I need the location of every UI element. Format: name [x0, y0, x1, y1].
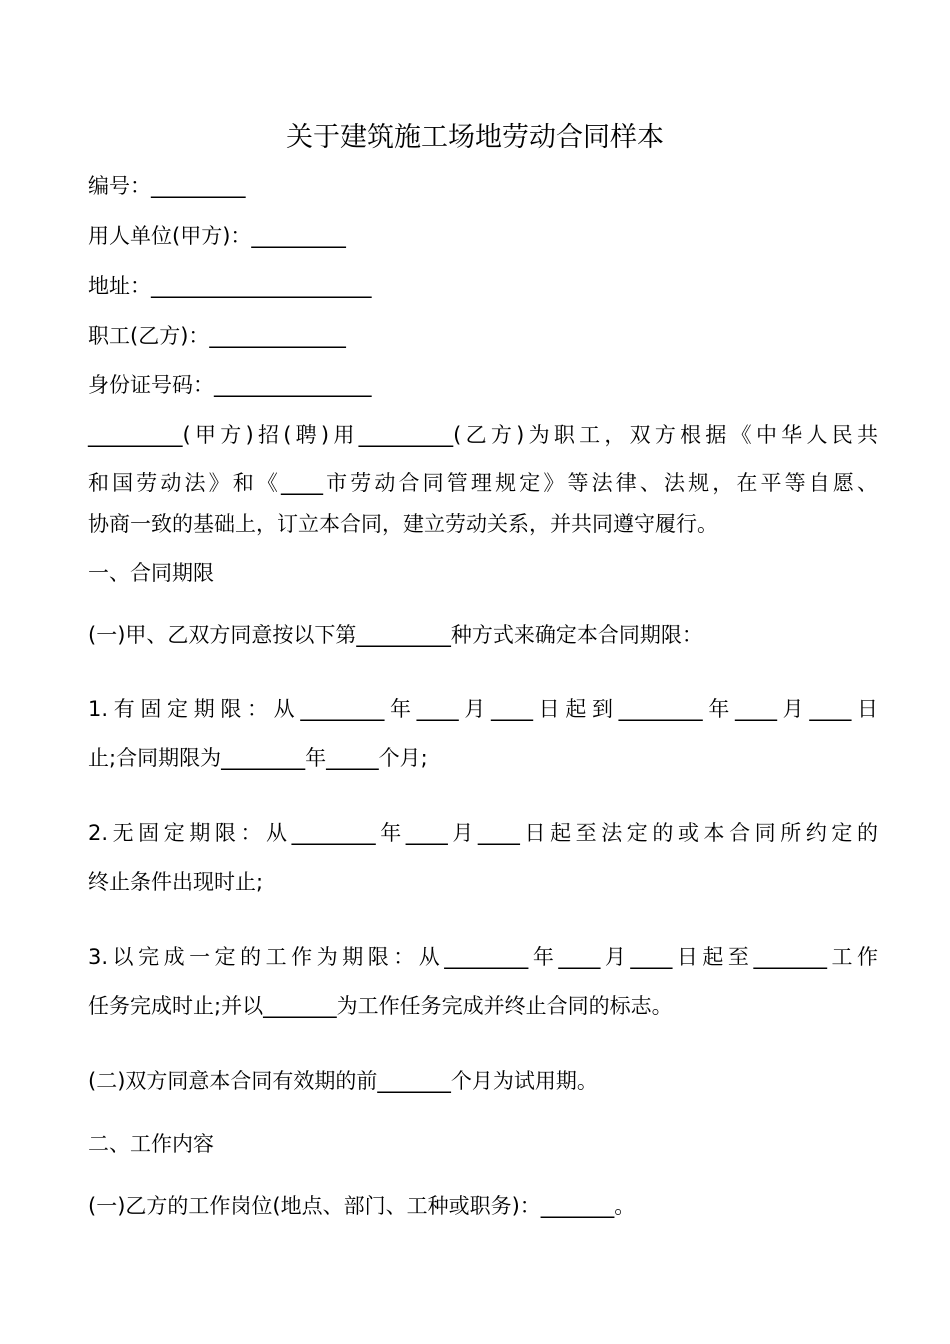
clause-probation: (二)双方同意本合同有效期的前_______个月为试用期。 [88, 1069, 598, 1093]
clause-work-position: (一)乙方的工作岗位(地点、部门、工种或职务)：_______。 [88, 1194, 636, 1218]
field-number: 编号：_________ [88, 174, 246, 198]
preamble-line-1: _________(甲方)招(聘)用_________(乙方)为职工，双方根据《中华人民共 [88, 423, 878, 447]
clause-task-term-line-1: 3.以完成一定的工作为期限：从________年____月____日起至_______工作 [88, 945, 878, 969]
field-id-number: 身份证号码：_______________ [88, 373, 372, 397]
section-heading-work: 二、工作内容 [88, 1132, 214, 1156]
field-address: 地址：_____________________ [88, 274, 372, 298]
field-employer: 用人单位(甲方)：_________ [88, 224, 346, 248]
section-heading-term: 一、合同期限 [88, 561, 214, 585]
preamble-line-2: 和国劳动法》和《____市劳动合同管理规定》等法律、法规，在平等自愿、 [88, 471, 878, 495]
preamble-line-3: 协商一致的基础上，订立本合同，建立劳动关系，并共同遵守履行。 [88, 512, 718, 536]
clause-term-method: (一)甲、乙双方同意按以下第_________种方式来确定本合同期限： [88, 623, 703, 647]
clause-fixed-term-line-1: 1.有固定期限：从________年____月____日起到________年____月____日 [88, 697, 878, 721]
clause-fixed-term-line-2: 止;合同期限为________年_____个月; [88, 746, 428, 770]
document-title: 关于建筑施工场地劳动合同样本 [286, 122, 664, 153]
clause-open-term-line-1: 2.无固定期限：从________年____月____日起至法定的或本合同所约定的 [88, 821, 878, 845]
field-employee: 职工(乙方)：_____________ [88, 324, 346, 348]
clause-task-term-line-2: 任务完成时止;并以_______为工作任务完成并终止合同的标志。 [88, 994, 673, 1018]
clause-open-term-line-2: 终止条件出现时止; [88, 870, 264, 894]
